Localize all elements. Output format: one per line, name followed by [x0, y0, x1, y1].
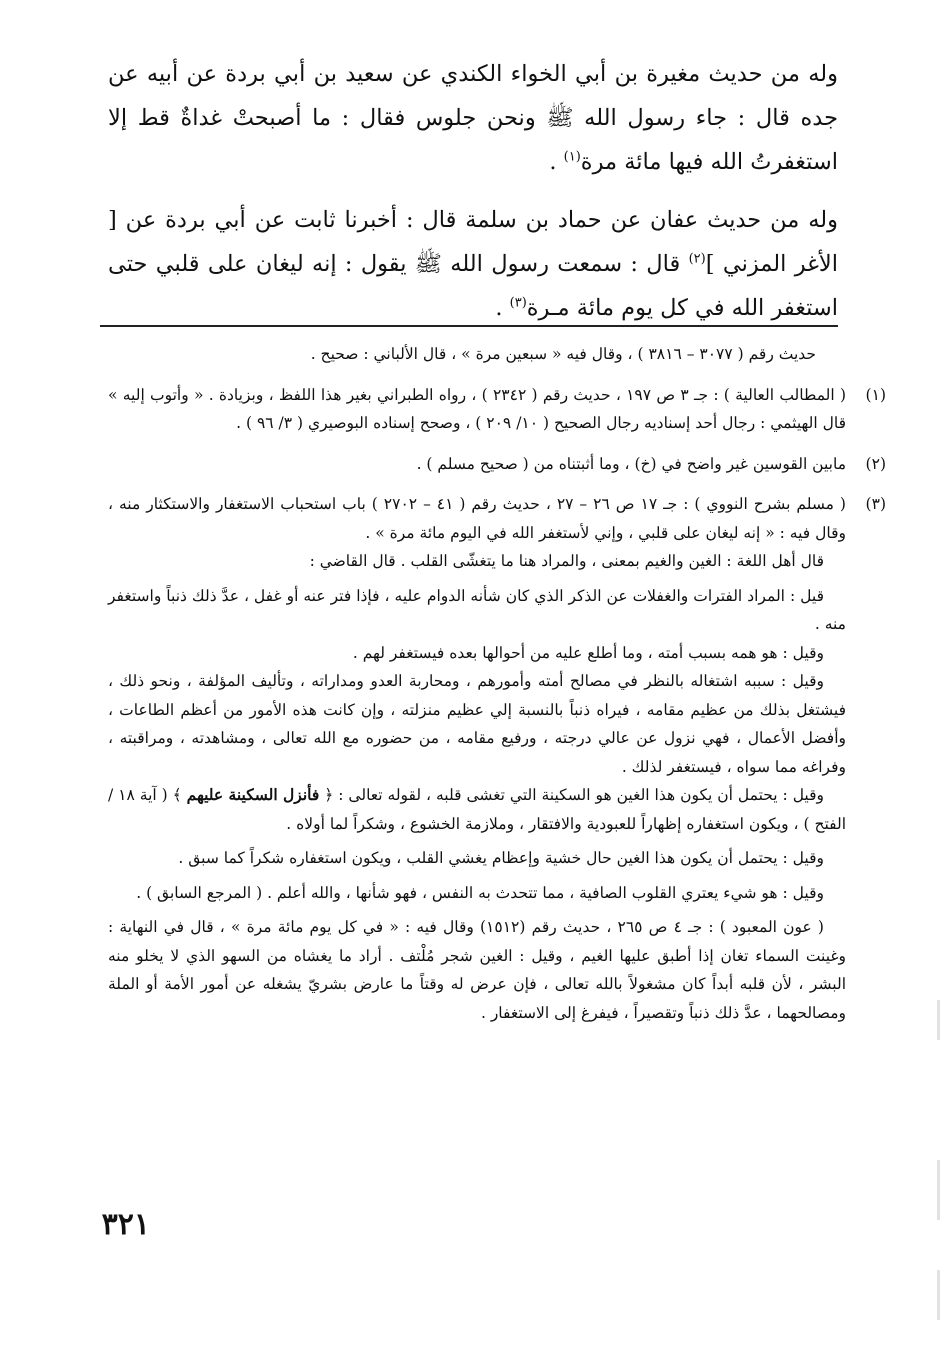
- footnote-3-para-7: وقيل : هو شيء يعتري القلوب الصافية ، مما تتحدث به النفس ، فهو شأنها ، والله أعلم . ( المرجع السابق ) .: [136, 883, 824, 902]
- main-paragraph-2-text-b: قال : سمعت رسول الله ﷺ يقول : إنه ليغان على قلبي حتى استغفر الله في كل يوم مائة مـرة: [108, 251, 838, 321]
- footnote-continuation: حديث رقم ( ٣٠٧٧ – ٣٨١٦ ) ، وقال فيه « سبعين مرة » ، قال الألباني : صحيح .: [310, 345, 816, 363]
- main-text: [108, 52, 838, 330]
- footnote-2-text: مابين القوسين غير واضح في (خ) ، وما أثبتناه من ( صحيح مسلم ) .: [416, 454, 846, 473]
- main-paragraph-2: [108, 198, 838, 330]
- footnote-3-para-1: قال أهل اللغة : الغين والغيم بمعنى ، والمراد هنا ما يتغشّى القلب . قال القاضي :: [309, 552, 824, 570]
- footnote-3-para-6: وقيل : يحتمل أن يكون هذا الغين حال خشية وإعظام يغشي القلب ، ويكون استغفاره شكراً كما سبق .: [178, 849, 824, 867]
- footnote-3: [108, 490, 886, 1027]
- footnote-3-para-5: [108, 781, 846, 838]
- main-paragraph-2-end: .: [495, 295, 510, 321]
- footnote-3-para-5-a: وقيل : يحتمل أن يكون هذا الغين هو السكينة التي تغشى قلبه ، لقوله تعالى : ﴿: [319, 786, 825, 804]
- footnote-3-number: (٣): [865, 495, 886, 513]
- footnote-1-text: ( المطالب العالية ) : جـ ٣ ص ١٩٧ ، حديث رقم ( ٢٣٤٢ ) ، رواه الطبراني بغير هذا اللفظ ، وبزيادة . « وأتوب إليه » قال الهيثمي : رجال أحد إسناديه رجال الصحيح ( ١٠/ ٢٠٩ ) ، وصحح إسناده البوصيري ( ٣/ ٩٦ ) .: [108, 385, 846, 432]
- footnote-1-number: (١): [865, 385, 886, 404]
- main-paragraph-1: [108, 52, 838, 184]
- scan-edge-mark: [937, 1160, 940, 1220]
- footnote-ref-1: (١): [563, 149, 581, 165]
- footnote-3-para-8: ( عون المعبود ) : جـ ٤ ص ٢٦٥ ، حديث رقم (١٥١٢) وقال فيه : « في كل يوم مائة مرة » ، قال في النهاية : وغينت السماء تغان إذا أطبق عليها الغيم ، وقيل : الغين شجر مُلْتف . أراد ما يغشاه من السهو الذي لا يخلو منه البشر ، لأن قلبه أبداً كان مشغولاً بالله تعالى ، فإن عرض له وقتاً ما عارض بشريّ يشغله عن أمور الأمة أو الملة ومصالحهما ، عدَّ ذلك ذنباً وتقصيراً ، فيفرغ إلى الاستغفار .: [108, 918, 846, 1022]
- footnote-divider: [100, 325, 838, 327]
- footnote-2: [108, 450, 886, 479]
- main-paragraph-2-text-a: وله من حديث عفان عن حماد بن سلمة قال : أخبرنا ثابت عن أبي بردة عن [ الأغر المزني ]: [108, 207, 838, 277]
- footnote-ref-2: (٢): [688, 251, 706, 267]
- footnote-3-para-3: وقيل : هو همه بسبب أمته ، وما أطلع عليه من أحوالها بعده فيستغفر لهم .: [352, 643, 824, 662]
- footnote-1: [108, 381, 886, 438]
- page-number: ٣٢١: [101, 1207, 150, 1242]
- footnote-ref-3: (٣): [509, 295, 527, 311]
- scan-edge-mark: [937, 1270, 940, 1320]
- quran-quote: فأنزل السكينة عليهم: [186, 785, 320, 804]
- footnote-3-para-5-b: ﴾ ( آية ١٨ / الفتح ) ، ويكون استغفاره إظهاراً للعبودية والافتقار ، وملازمة الخشوع ، وشكراً لما أولاه .: [108, 786, 846, 833]
- footnote-3-text: ( مسلم بشرح النووي ) : جـ ١٧ ص ٢٦ – ٢٧ ، حديث رقم ( ٤١ – ٢٧٠٢ ) باب استحباب الاستغفار والاستكثار منه ، وقال فيه : « إنه ليغان على قلبي ، وإني لأستغفر الله في اليوم مائة مرة » .: [108, 495, 846, 542]
- footnote-3-body: [108, 490, 846, 1027]
- footnote-2-number: (٢): [865, 454, 886, 473]
- footnote-3-para-2: قيل : المراد الفترات والغفلات عن الذكر الذي كان شأنه الدوام عليه ، فإذا فتر عنه أو غفل ، عدَّ ذلك ذنباً واستغفر منه .: [108, 586, 846, 633]
- scan-edge-mark: [937, 1000, 940, 1040]
- main-paragraph-1-text: وله من حديث مغيرة بن أبي الخواء الكندي عن سعيد بن أبي بردة عن أبيه عن جده قال : جاء رسول الله ﷺ ونحن جلوس فقال : ما أصبحتْ غداةٌ قط إلا استغفرتُ الله فيها مائة مرة: [108, 61, 838, 175]
- footnotes: [108, 340, 886, 1027]
- footnote-3-para-4: وقيل : سببه اشتغاله بالنظر في مصالح أمته وأمورهم ، ومحاربة العدو ومداراته ، وتأليف المؤلفة ، ونحو ذلك ، فيشتغل بذلك من عظيم مقامه ، فيراه ذنباً بالنسبة إلي عظيم منزلته ، وإن كانت هذه الأمور من أعظم الطاعات ، وأفضل الأعمال ، فهي نزول عن عالي درجته ، ورفيع مقامه ، من حضوره مع الله تعالى ، ومشاهدته ، ومراقبته ، وفراغه مما سواه ، فيستغفر لذلك .: [108, 672, 846, 776]
- main-paragraph-1-end: .: [549, 149, 564, 175]
